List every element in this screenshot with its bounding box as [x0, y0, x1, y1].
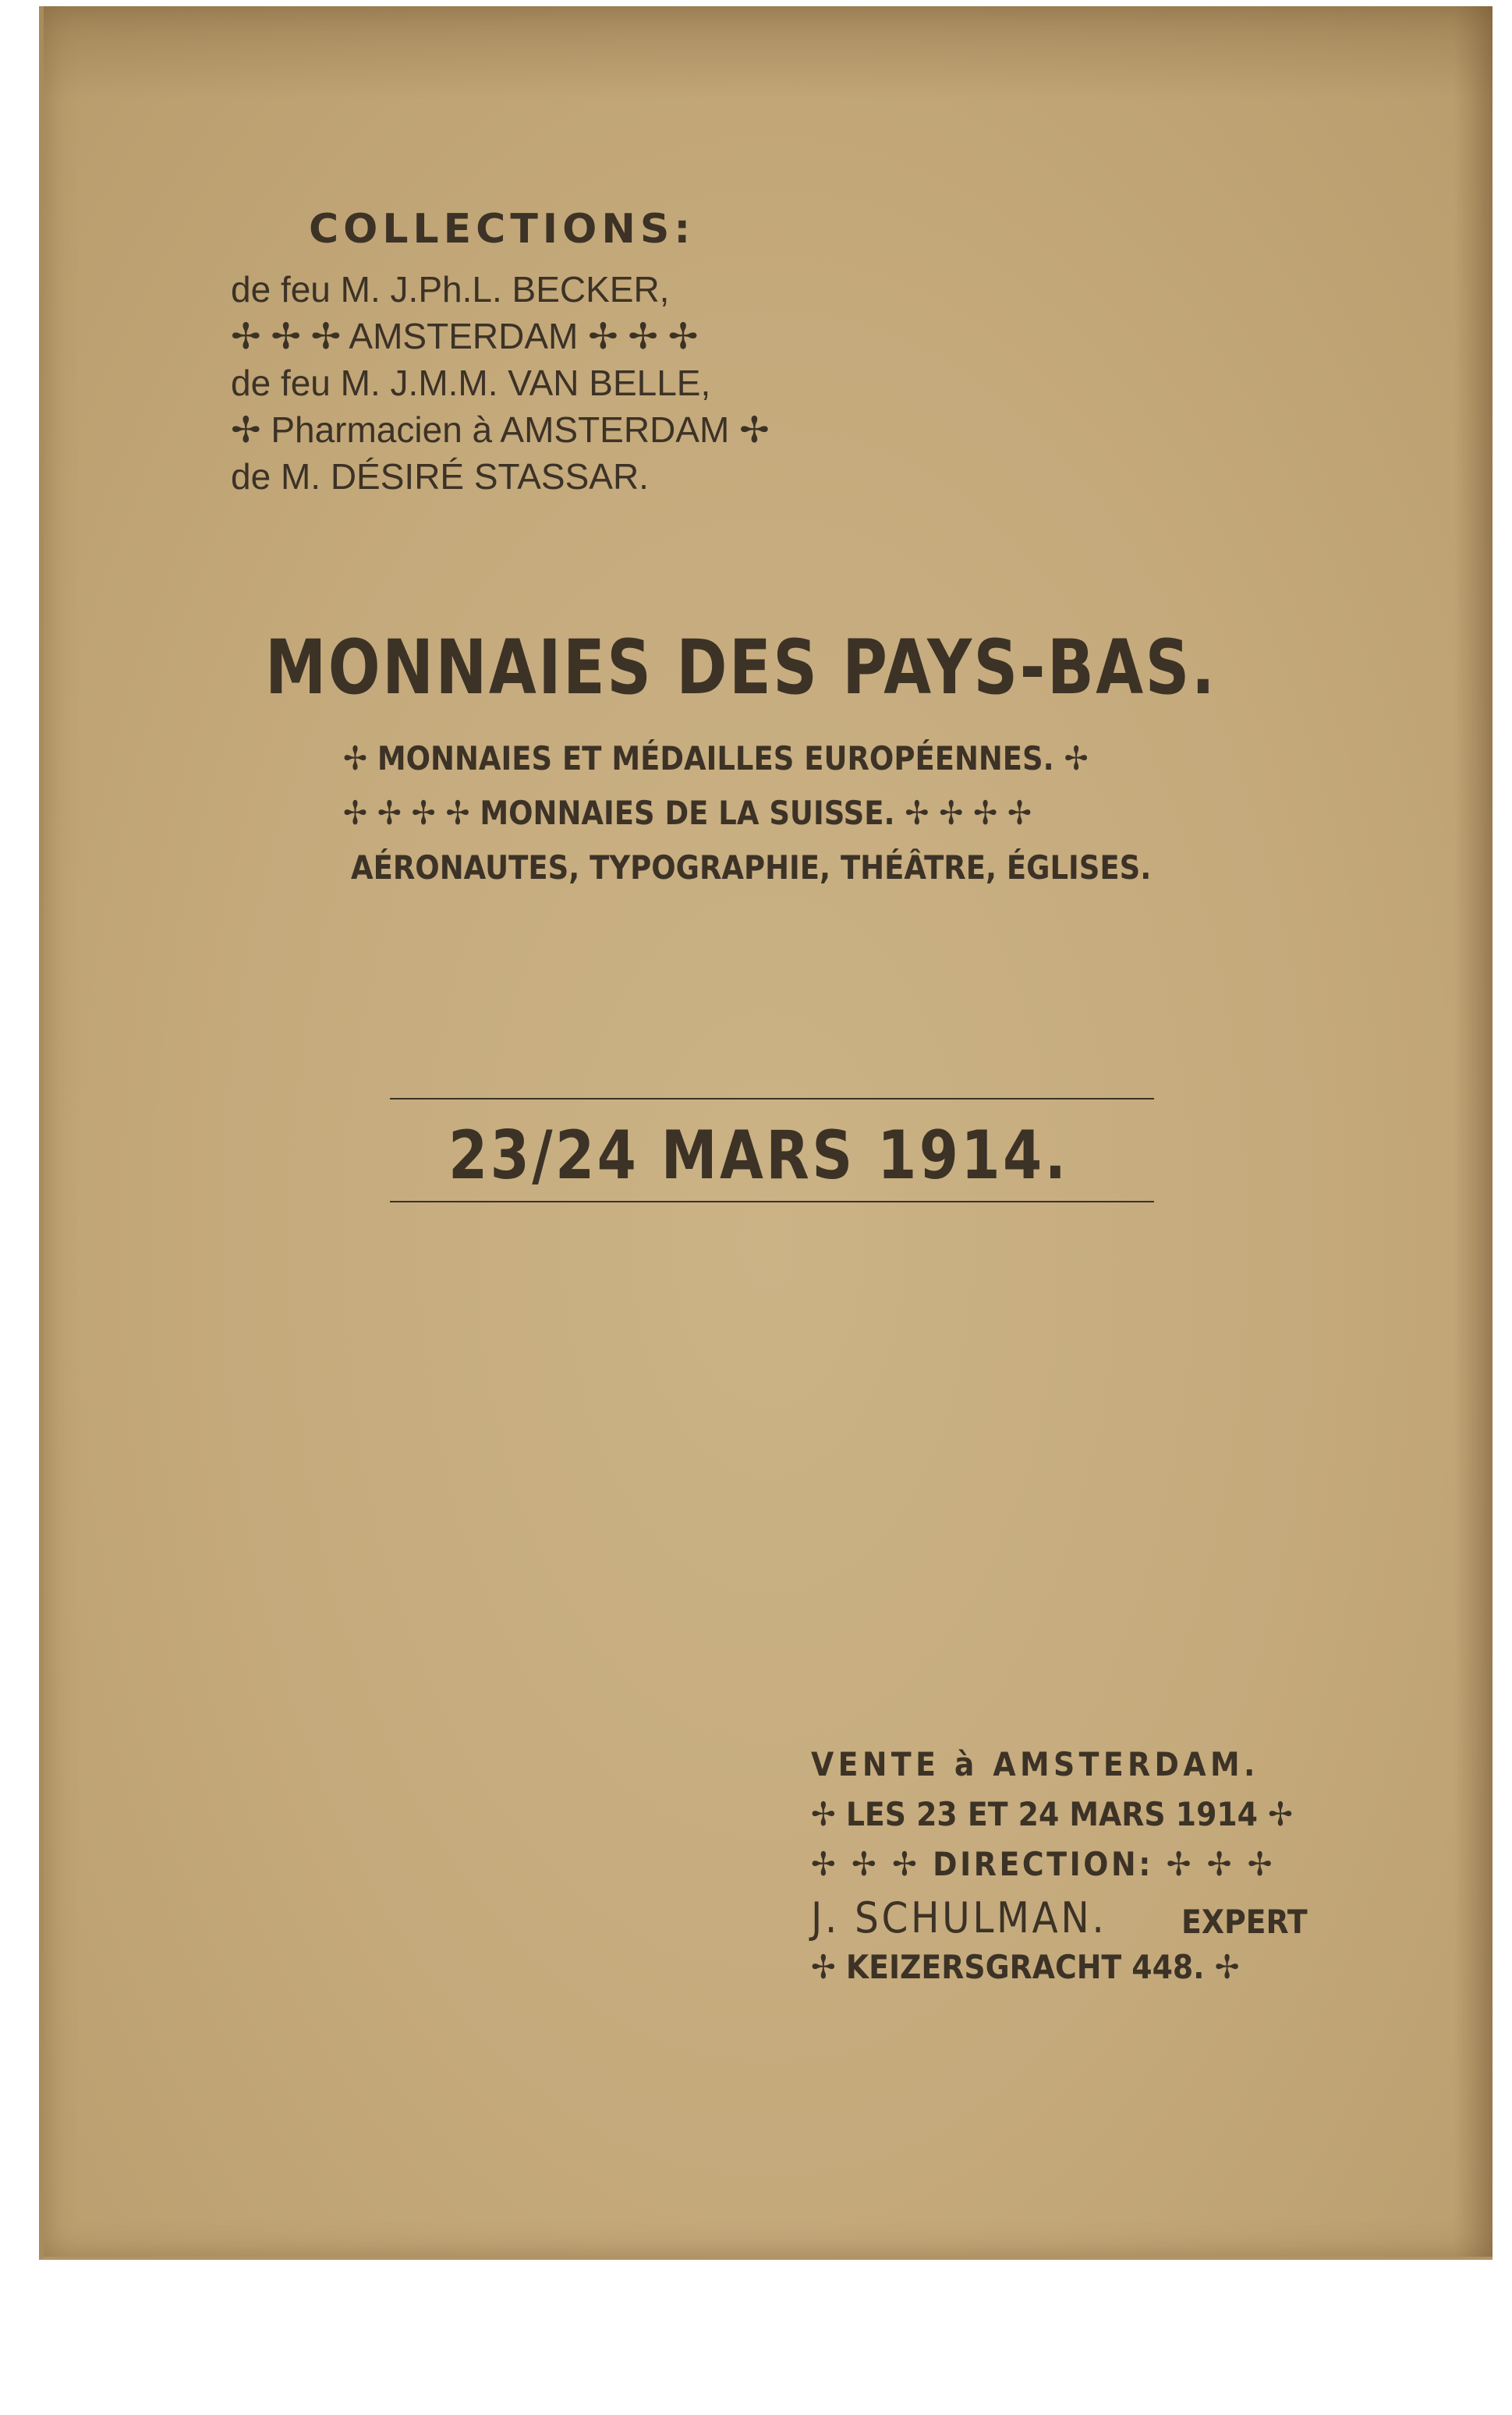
date-rule-top	[390, 1098, 1154, 1099]
collection-line-3: de feu M. J.M.M. VAN BELLE,	[231, 363, 711, 403]
collection-line-1: de feu M. J.Ph.L. BECKER,	[231, 269, 670, 310]
expert-address: ✢ KEIZERSGRACHT 448. ✢	[811, 1948, 1240, 1986]
subtitle-3: AÉRONAUTES, TYPOGRAPHIE, THÉÂTRE, ÉGLISES.	[351, 848, 1152, 887]
collection-line-5: de M. DÉSIRÉ STASSAR.	[231, 456, 649, 497]
expert-role: EXPERT	[1181, 1903, 1308, 1941]
main-title: MONNAIES DES PAYS-BAS.	[265, 624, 1217, 711]
collections-heading: COLLECTIONS:	[309, 206, 696, 253]
collection-line-2: ✢ ✢ ✢ AMSTERDAM ✢ ✢ ✢	[231, 316, 699, 356]
date-rule-bottom	[390, 1201, 1154, 1202]
top-stain	[44, 6, 1493, 100]
collection-line-4: ✢ Pharmacien à AMSTERDAM ✢	[231, 409, 770, 450]
expert-name: J. SCHULMAN.	[811, 1893, 1107, 1942]
sale-date: 23/24 MARS 1914.	[448, 1117, 1069, 1195]
subtitle-2: ✢ ✢ ✢ ✢ MONNAIES DE LA SUISSE. ✢ ✢ ✢ ✢	[343, 794, 1032, 832]
subtitle-1: ✢ MONNAIES ET MÉDAILLES EUROPÉENNES. ✢	[343, 739, 1089, 777]
sale-direction: ✢ ✢ ✢ DIRECTION: ✢ ✢ ✢	[811, 1845, 1276, 1883]
sale-location: VENTE à AMSTERDAM.	[811, 1745, 1259, 1783]
right-stain	[1454, 6, 1493, 2257]
sale-dates: ✢ LES 23 ET 24 MARS 1914 ✢	[811, 1795, 1293, 1833]
